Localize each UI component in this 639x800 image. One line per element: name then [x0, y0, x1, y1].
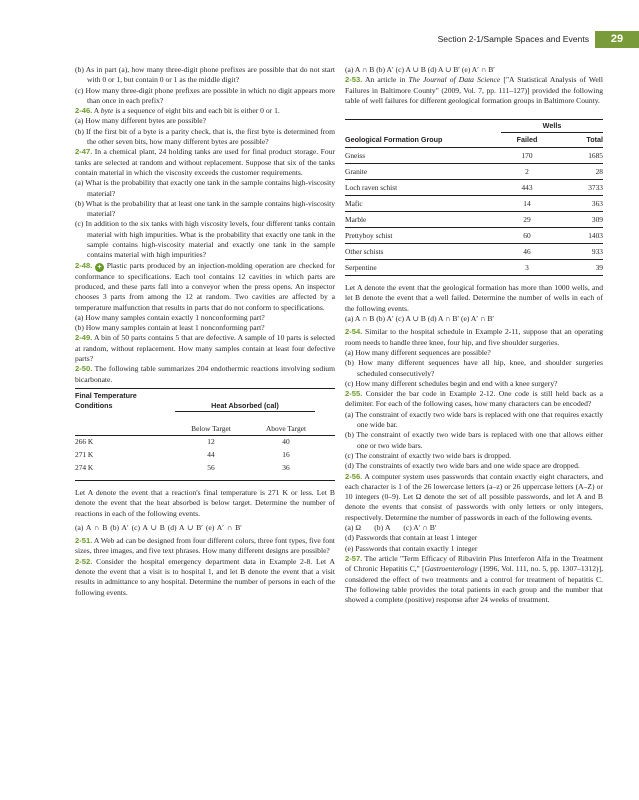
exercise-2-54: 2-54. Similar to the hospital schedule in Example 2-11, suppose that an operating room needs to handle three knee, four hip, and five shoulder surgeries.: [345, 327, 603, 347]
table-header: Geological Formation Group: [345, 135, 443, 145]
table-row: Loch raven schist 443 3733: [345, 180, 603, 196]
exercise-part: (b) The constraint of exactly two wide bars is replaced with one that allows either one or two wide bars.: [345, 430, 603, 450]
table-row: 266 K 12 40: [75, 437, 290, 447]
exercise-part: (b) How many different sequences have all hip, knee, and shoulder surgeries scheduled consecutively?: [345, 358, 603, 378]
table-header: Heat Absorbed (cal): [211, 400, 279, 410]
event-list: (a) A ∩ B (b) A′ (c) A ∪ B (d) A ∩ B′ (e) A′ ∩ B′: [345, 314, 495, 324]
left-column: [75, 65, 335, 598]
table-header: Conditions: [75, 400, 113, 410]
exercise-text: Let A denote the event that a reaction's final temperature is 271 K or less. Let B denote the event that the heat absorbed is below target. Determine the number of reactions in each of the following events.: [75, 488, 335, 518]
exercise-number: 2-48.: [75, 260, 93, 270]
exercise-part: (c) In addition to the six tanks with high viscosity levels, four different tanks contain material with high impurities. What is the probability that exactly one tank in the sample contains high-viscosity material and exactly one tank in the sample contains material with high impurities?: [75, 219, 335, 260]
table-header: Total: [586, 135, 603, 145]
exercise-part: (a) What is the probability that exactly one tank in the sample contains high-viscosity material?: [75, 178, 335, 198]
exercise-number: 2-53.: [345, 75, 363, 85]
exercise-number: 2-54.: [345, 327, 363, 337]
exercise-part: (a) How many samples contain exactly 1 nonconforming part?: [75, 312, 265, 322]
exercise-number: 2-49.: [75, 333, 93, 343]
reactions-table: [75, 388, 335, 481]
exercise-2-55: 2-55. Consider the bar code in Example 2-12. One code is still held back as a delimiter. For each of the following cases, how many characters can be encoded?: [345, 389, 603, 409]
exercise-part: (a) How many different bytes are possible?: [75, 116, 207, 126]
exercise-number: 2-56.: [345, 471, 363, 481]
exercise-2-52: 2-52. Consider the hospital emergency department data in Example 2-8. Let A denote the event that a visit is to hospital 1, and let B denote the event that a visit results in admittance to any hospital. Determine the number of persons in each of the following events.: [75, 556, 335, 597]
exercise-number: 2-46.: [75, 106, 93, 116]
table-header: Failed: [516, 135, 538, 145]
exercise-text: Let A denote the event that the geological formation has more than 1000 wells, and let B denote the event that a well failed. Determine the number of wells in each of the following events.: [345, 283, 603, 313]
wells-table: [345, 119, 603, 276]
exercise-number: 2-57.: [345, 553, 363, 563]
event-list: (a) Ω (b) A (c) A′ ∩ B′: [345, 523, 437, 533]
table-row: 271 K 44 16: [75, 450, 290, 460]
exercise-2-47: 2-47. In a chemical plant, 24 holding tanks are used for final product storage. Four tanks are selected at random and without replacement. Suppose that six of the tanks contain material in which the viscosity exceeds the customer requirements.: [75, 147, 335, 177]
page-number: 29: [595, 31, 639, 48]
exercise-number: 2-52.: [75, 556, 93, 566]
table-subheader: Below Target: [191, 423, 231, 433]
exercise-2-49: 2-49. A bin of 50 parts contains 5 that are defective. A sample of 10 parts is selected at random, without replacement. How many samples contain at least four defective parts?: [75, 333, 335, 364]
exercise-part: (e) Passwords that contain exactly 1 integer: [345, 543, 478, 553]
exercise-2-48: 2-48. + Plastic parts produced by an injection-molding operation are checked for conformance to specifications. Each tool contains 12 cavities in which parts are produced, and these parts fall into a conveyor when the press opens. An inspector chooses 3 parts from among the 12 at random. Two cavities are affected by a temperature malfunction that results in parts that do not conform to specifications.: [75, 260, 335, 312]
exercise-part: (c) How many different schedules begin and end with a knee surgery?: [345, 378, 558, 388]
exercise-2-50: 2-50. The following table summarizes 204 endothermic reactions involving sodium bicarbonate.: [75, 364, 336, 384]
table-header: Final Temperature: [75, 390, 137, 400]
exercise-part: (d) The constraints of exactly two wide bars and one wide space are dropped.: [345, 461, 580, 471]
exercise-number: 2-50.: [75, 364, 93, 374]
table-row: Serpentine 3 39: [345, 262, 603, 272]
table-row: Gneiss 170 1685: [345, 148, 603, 164]
section-title: Section 2-1/Sample Spaces and Events: [437, 34, 589, 44]
table-row: Mafic 14 363: [345, 196, 603, 212]
table-row: Other schists 46 933: [345, 244, 603, 260]
event-list: (a) A ∩ B (b) A′ (c) A ∪ B (d) A ∪ B′ (e) A′ ∩ B′: [75, 522, 242, 532]
table-row: Granite 2 28: [345, 164, 603, 180]
exercise-part: (b) If the first bit of a byte is a parity check, that is, the first byte is determined from the other seven bits, how many different bytes are possible?: [75, 126, 335, 147]
right-column: [345, 65, 603, 605]
exercise-2-46: 2-46. A byte is a sequence of eight bits and each bit is either 0 or 1.: [75, 106, 280, 116]
table-row: Marble 29 309: [345, 212, 603, 228]
exercise-part: (d) Passwords that contain at least 1 integer: [345, 533, 478, 543]
table-row: Prettyboy schist 60 1403: [345, 228, 603, 244]
exercise-2-57: 2-57. The article "Term Efficacy of Ribavirin Plus Interferon Alfa in the Treatment of Chronic Hepatitis C," [Gastroenterology (1996, Vol. 111, no. 5, pp. 1307–1312)], considered the effect of two treatments and a control for treatment of hepatitis C. The following table provides the total patients in each group and the number that showed a complete (positive) response after 24 weeks of treatment.: [345, 553, 603, 605]
exercise-part: (b) What is the probability that at least one tank in the sample contains high-viscosity material?: [75, 198, 335, 219]
exercise-2-53: 2-53. An article in The Journal of Data Science ["A Statistical Analysis of Well Failures in Baltimore County" (2009, Vol. 7, pp. 111–127)] provided the following table of well failures for different geological formation groups in Baltimore County.: [345, 75, 604, 105]
table-row: 274 K 56 36: [75, 463, 290, 473]
table-subheader: Above Target: [265, 423, 307, 433]
page-header: [0, 31, 639, 51]
exercise-part: (c) How many three-digit phone prefixes are possible in which no digit appears more than once in each prefix?: [75, 85, 335, 105]
exercise-2-56: 2-56. A computer system uses passwords that contain exactly eight characters, and each character is 1 of the 26 lowercase letters (a–z) or 26 uppercase letters (A–Z) or 10 integers (0–9). Let Ω denote the set of all possible passwords, and let A and B denote the events that consist of passwords with only letters or only integers, respectively. Determine the number of passwords in each of the following events.: [345, 471, 603, 522]
exercise-part: (c) The constraint of exactly two wide bars is dropped.: [345, 450, 512, 460]
event-list: (a) A ∩ B (b) A′ (c) A ∪ B (d) A ∪ B′ (e) A′ ∩ B′: [345, 65, 495, 74]
exercise-number: 2-51.: [75, 536, 93, 546]
exercise-part: (b) How many samples contain at least 1 nonconforming part?: [75, 323, 265, 333]
exercise-part: (b) As in part (a), how many three-digit phone prefixes are possible that do not start with 0 or 1, but contain 0 or 1 as the middle digit?: [75, 65, 335, 85]
exercise-part: (a) The constraint of exactly two wide bars is replaced with one that requires exactly one wide bar.: [345, 409, 603, 430]
exercise-part: (a) How many different sequences are possible?: [345, 347, 491, 357]
plus-badge-icon: +: [95, 263, 104, 272]
table-header: Wells: [542, 121, 562, 131]
exercise-number: 2-55.: [345, 389, 363, 399]
exercise-number: 2-47.: [75, 147, 93, 157]
exercise-2-51: 2-51. A Web ad can be designed from four different colors, three font types, five font sizes, three images, and five text phrases. How many different designs are possible?: [75, 536, 335, 556]
